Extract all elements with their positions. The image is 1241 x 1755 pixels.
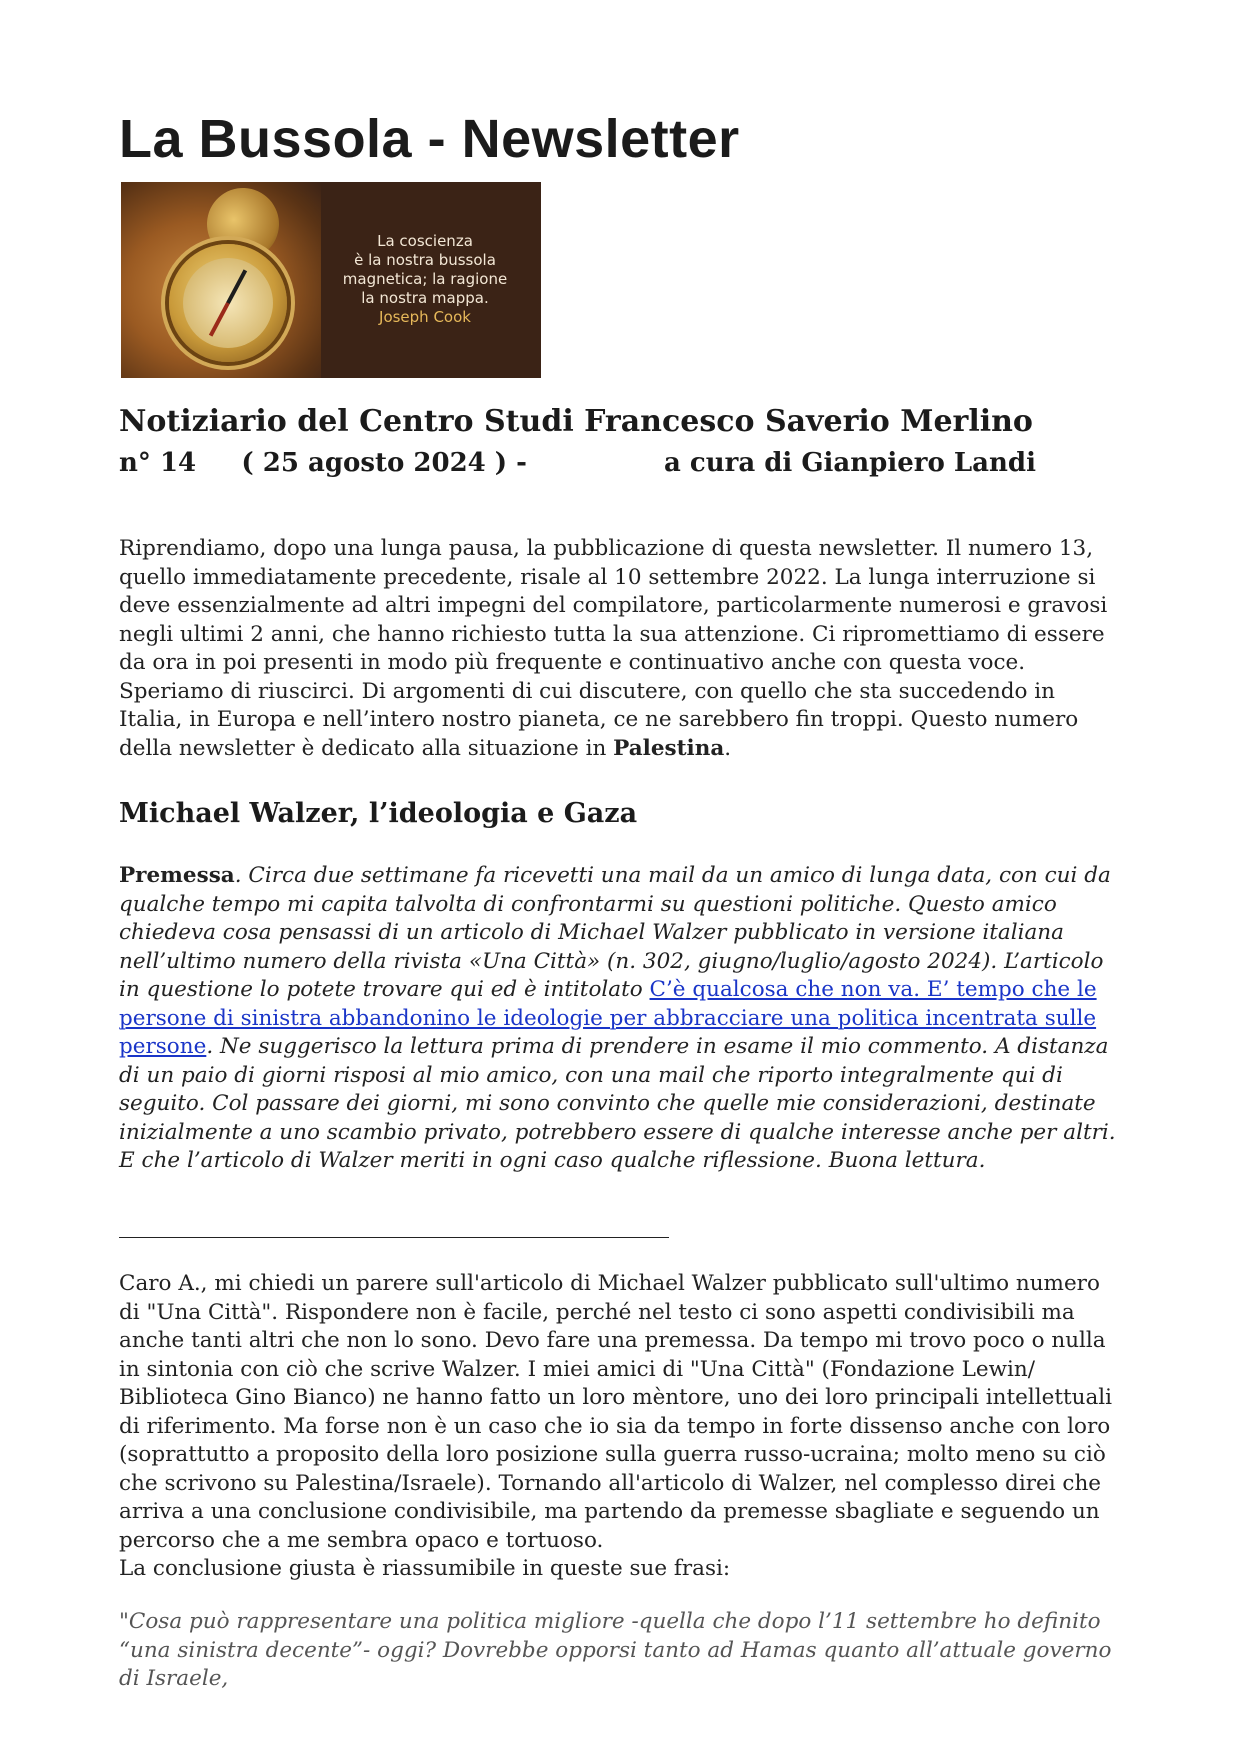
article-heading: Michael Walzer, l’ideologia e Gaza [119,798,638,829]
premessa-label: Premessa [119,863,235,888]
banner-quote: La coscienza è la nostra bussola magnetica; la ragione la nostra mappa. Joseph Cook [335,232,515,327]
section-divider [119,1237,669,1238]
intro-bold-palestina: Palestina [613,735,725,761]
antique-map-image [121,182,321,378]
intro-paragraph: Riprendiamo, dopo una lunga pausa, la pubblicazione di questa newsletter. Il numero 13, quello immediatamente precedente, risale al 10 settembre 2022. La lunga interruzione si deve essenzialmente ad altri impegni del compilatore, particolarmente numerosi e gravosi negli ultimi 2 anni, che hanno richiesto tutta la sua attenzione. Ci ripromettiamo di essere da ora in poi presenti in modo più frequente e continuativo anche con questa voce. Speriamo di riuscirci. Di argomenti di cui discutere, con quello che sta succedendo in Italia, in Europa e nell’intero nostro pianeta, ce ne sarebbero fin troppi. Questo numero della newsletter è dedicato alla situazione in Palestina. [119,536,1108,761]
newsletter-subtitle: Notiziario del Centro Studi Francesco Saverio Merlino [119,404,1033,439]
editor-credit: a cura di Gianpiero Landi [664,448,1036,478]
issue-number-date: n° 14 ( 25 agosto 2024 ) - [119,448,527,478]
compass-banner-image [121,182,541,378]
article-link[interactable]: C’è qualcosa che non va. E’ tempo che le persone di sinistra abbandonino le ideologie per abbracciare una politica incentrata sulle persone [119,977,1097,1059]
letter-paragraph: Caro A., mi chiedi un parere sull'articolo di Michael Walzer pubblicato sull'ultimo numero di "Una Città". Rispondere non è facile, perché nel testo ci sono aspetti condivisibili ma anche tanti altri che non lo sono. Devo fare una premessa. Da tempo mi trovo poco o nulla in sintonia con ciò che scrive Walzer. I miei amici di "Una Città" (Fondazione Lewin/ Biblioteca Gino Bianco) ne hanno fatto un loro mèntore, uno dei loro principali intellettuali di riferimento. Ma forse non è un caso che io sia da tempo in forte dissenso anche con loro (soprattutto a proposito della loro posizione sulla guerra russo-ucraina; molto meno su ciò che scrivono su Palestina/Israele). Tornando all'articolo di Walzer, nel complesso direi che arriva a una conclusione condivisibile, ma partendo da premesse sbagliate e seguendo un percorso che a me sembra opaco e tortuoso. La conclusione giusta è riassumibile in queste sue frasi: [119,1271,1113,1581]
banner-quote-author: Joseph Cook [379,308,471,326]
letter-conclusion-line: La conclusione giusta è riassumibile in queste sue frasi: [119,1556,731,1581]
compass-needle-icon [209,269,247,336]
compass-icon [169,244,287,362]
walzer-citation: "Cosa può rappresentare una politica migliore -quella che dopo l’11 settembre ho definito “una sinistra decente”- oggi? Dovrebbe opporsi tanto ad Hamas quanto all’attuale governo di Israele, [119,1609,1112,1691]
premessa-paragraph: Premessa. Circa due settimane fa ricevetti una mail da un amico di lunga data, con cui da qualche tempo mi capita talvolta di confrontarmi su questioni politiche. Questo amico chiedeva cosa pensassi di un articolo di Michael Walzer pubblicato in versione italiana nell’ultimo numero della rivista «Una Città» (n. 302, giugno/luglio/agosto 2024). L’articolo in questione lo potete trovare qui ed è intitolato C’è qualcosa che non va. E’ tempo che le persone di sinistra abbandonino le ideologie per abbracciare una politica incentrata sulle persone. Ne suggerisco la lettura prima di prendere in esame il mio commento. A distanza di un paio di giorni risposi al mio amico, con una mail che riporto integralmente qui di seguito. Col passare dei giorni, mi sono convinto che quelle mie considerazioni, destinate inizialmente a uno scambio privato, potrebbero essere di qualche interesse anche per altri. E che l’articolo di Walzer meriti in ogni caso qualche riflessione. Buona lettura. [119,863,1116,1173]
newsletter-title: La Bussola - Newsletter [119,109,740,169]
